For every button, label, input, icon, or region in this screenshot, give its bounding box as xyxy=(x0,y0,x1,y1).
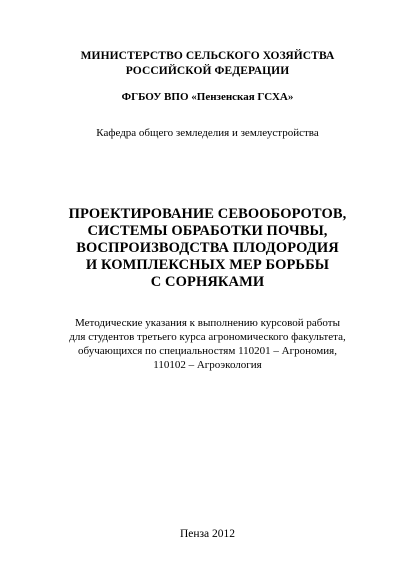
ministry-line-1: МИНИСТЕРСТВО СЕЛЬСКОГО ХОЗЯЙСТВА xyxy=(80,50,335,62)
title-line-5: С СОРНЯКАМИ xyxy=(150,274,265,290)
title-line-1: ПРОЕКТИРОВАНИЕ СЕВООБОРОТОВ, xyxy=(68,206,347,222)
ministry-line-2: РОССИЙСКОЙ ФЕДЕРАЦИИ xyxy=(125,65,290,77)
description-line-2: для студентов третьего курса агрономического факультета, xyxy=(69,331,346,343)
title-line-3: ВОСПРОИЗВОДСТВА ПЛОДОРОДИЯ xyxy=(76,240,339,256)
title-line-4: И КОМПЛЕКСНЫХ МЕР БОРЬБЫ xyxy=(85,257,330,273)
title-line-2: СИСТЕМЫ ОБРАБОТКИ ПОЧВЫ, xyxy=(87,223,328,239)
organization-name: ФГБОУ ВПО «Пензенская ГСХА» xyxy=(121,91,294,103)
place-and-year: Пенза 2012 xyxy=(179,528,236,540)
description-line-1: Методические указания к выполнению курсовой работы xyxy=(75,317,340,329)
description-line-4: 110102 – Агроэкология xyxy=(153,359,262,371)
department-name: Кафедра общего земледелия и землеустройства xyxy=(96,127,319,139)
description-line-3: обучающихся по специальностям 110201 – Агрономия, xyxy=(78,345,337,357)
